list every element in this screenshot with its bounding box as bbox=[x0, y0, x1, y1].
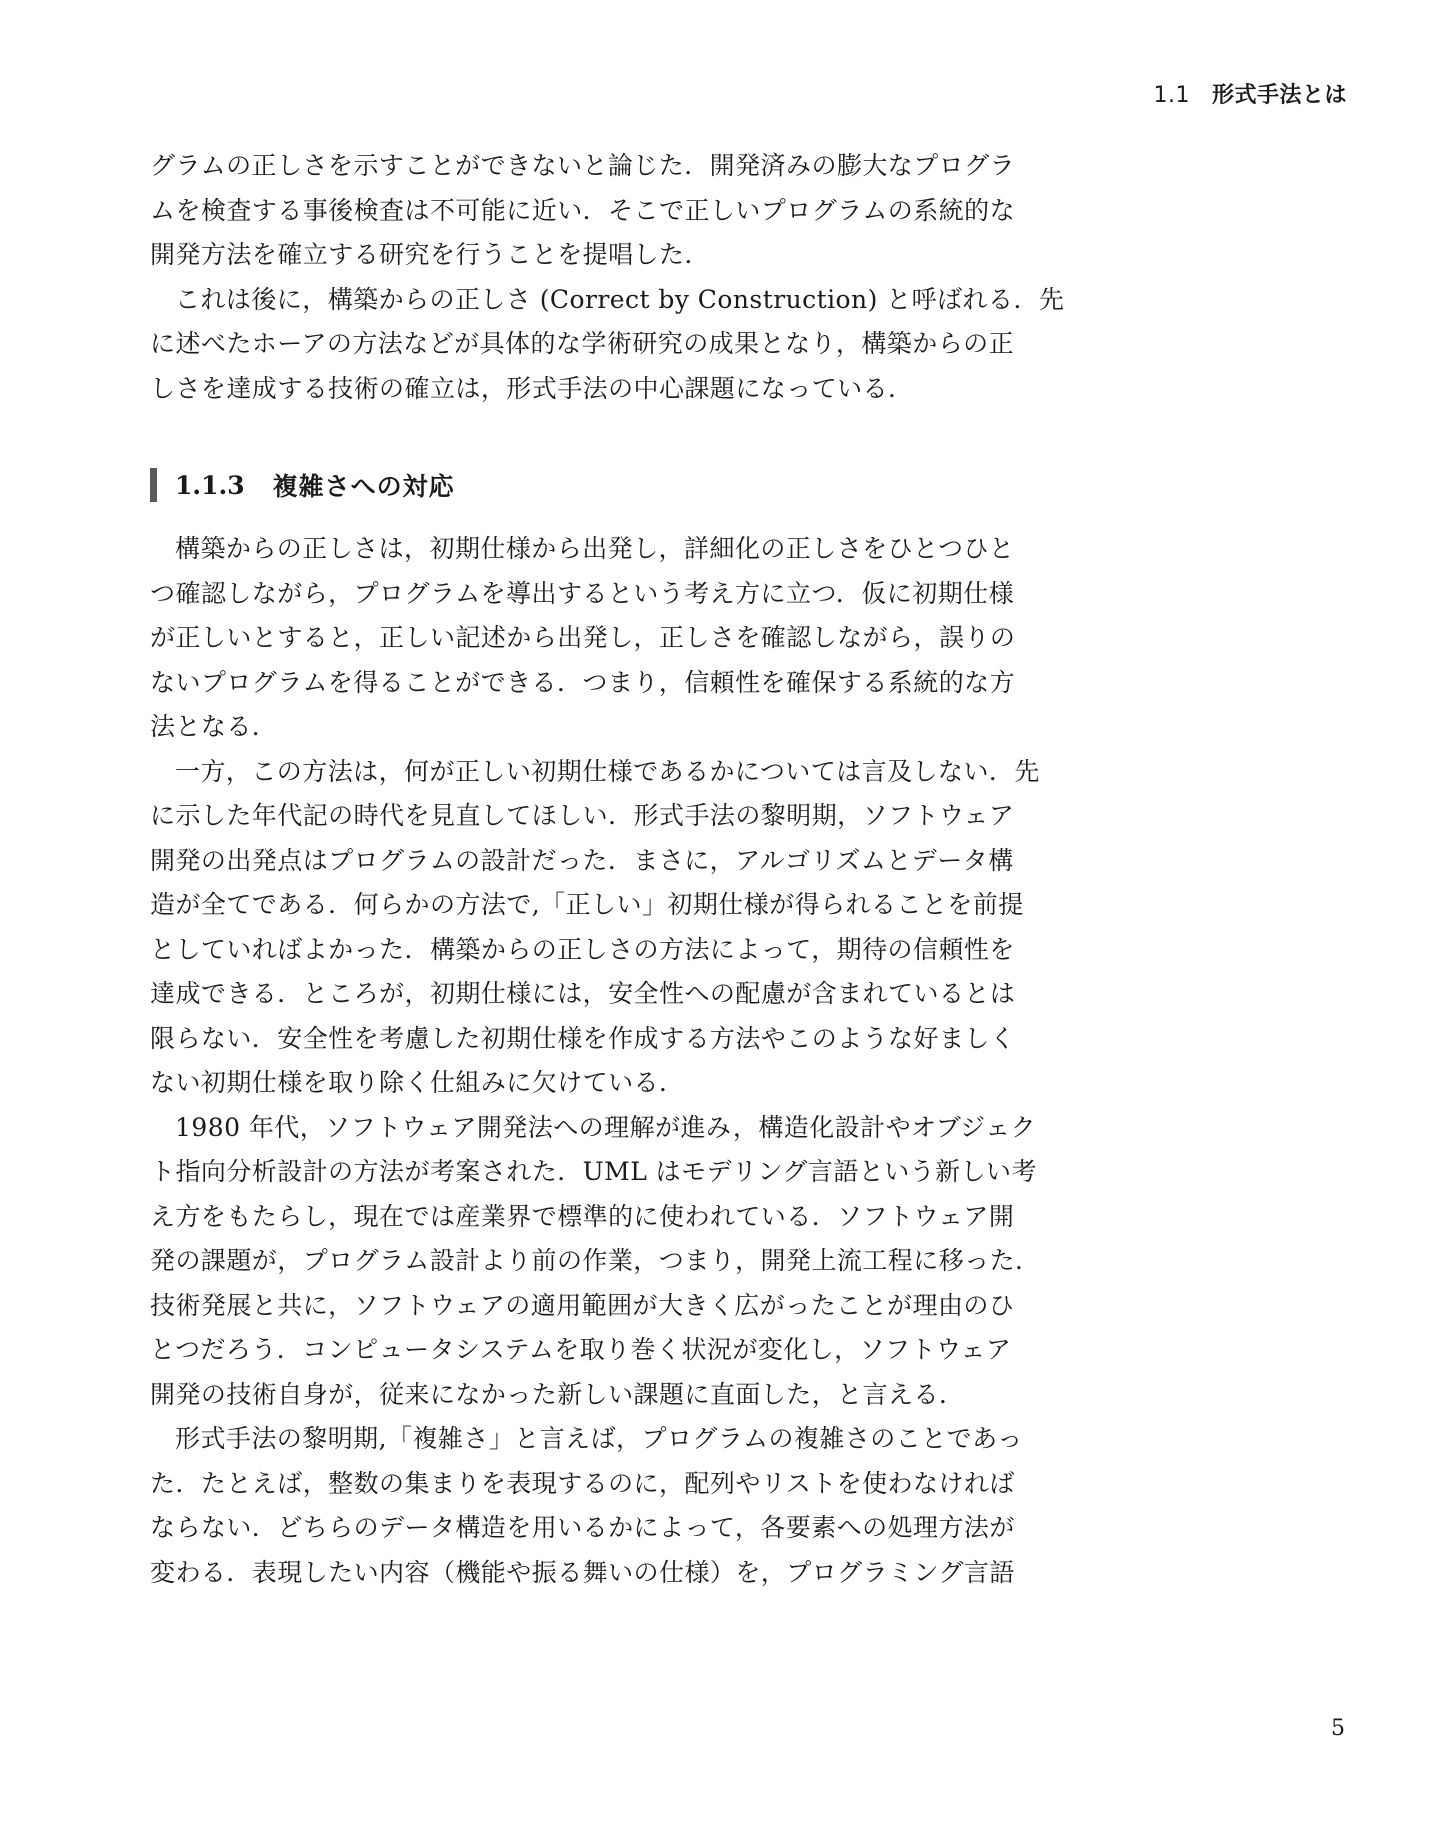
text-line: これは後に，構築からの正しさ (Correct by Construction) と呼ばれる．先 bbox=[175, 284, 1065, 314]
paragraph bbox=[150, 144, 1055, 278]
text-line: つ確認しながら，プログラムを導出するという考え方に立つ．仮に初期仕様 bbox=[150, 578, 1015, 608]
text-line: 1980 年代，ソフトウェア開発法への理解が進み，構造化設計やオブジェク bbox=[175, 1112, 1037, 1142]
text-line: が正しいとすると，正しい記述から出発し，正しさを確認しながら，誤りの bbox=[150, 623, 1016, 652]
text-line: 変わる．表現したい内容（機能や振る舞いの仕様）を，プログラミング言語 bbox=[150, 1557, 1015, 1587]
paragraph bbox=[150, 1106, 1055, 1418]
page-number: 5 bbox=[1331, 1716, 1345, 1741]
text-line: 法となる． bbox=[150, 712, 278, 741]
text-line: た．たとえば，整数の集まりを表現するのに，配列やリストを使わなければ bbox=[150, 1468, 1015, 1498]
text-line: に述べたホーアの方法などが具体的な学術研究の成果となり，構築からの正 bbox=[150, 329, 1015, 358]
text-line: ムを検査する事後検査は不可能に近い．そこで正しいプログラムの系統的な bbox=[150, 195, 1016, 225]
paragraph bbox=[150, 750, 1055, 1106]
text-line: 構築からの正しさは，初期仕様から出発し，詳細化の正しさをひとつひと bbox=[175, 534, 1015, 563]
text-line: ならない．どちらのデータ構造を用いるかによって，各要素への処理方法が bbox=[150, 1513, 1015, 1542]
text-line: 開発の技術自身が，従来になかった新しい課題に直面した，と言える． bbox=[150, 1379, 965, 1409]
running-head-section-title: 形式手法とは bbox=[1211, 83, 1347, 108]
section-number: 1.1.3 bbox=[175, 470, 245, 500]
text-line: 技術発展と共に，ソフトウェアの適用範囲が大きく広がったことが理由のひ bbox=[150, 1290, 1015, 1320]
section-paragraphs bbox=[150, 527, 1055, 1595]
text-line: 造が全てである．何らかの方法で,「正しい」初期仕様が得られることを前提 bbox=[150, 890, 1024, 919]
text-line: グラムの正しさを示すことができないと論じた．開発済みの膨大なプログラ bbox=[150, 151, 1016, 180]
running-head-section-number: 1.1 bbox=[1153, 83, 1190, 108]
section-title: 複雑さへの対応 bbox=[272, 472, 455, 501]
text-line: ない初期仕様を取り除く仕組みに欠けている． bbox=[150, 1068, 685, 1097]
intro-paragraphs bbox=[150, 144, 1065, 411]
text-line: 一方，この方法は，何が正しい初期仕様であるかについては言及しない．先 bbox=[175, 756, 1040, 786]
text-line: 形式手法の黎明期,「複雑さ」と言えば，プログラムの複雑さのことであっ bbox=[175, 1424, 1023, 1453]
text-line: としていればよかった．構築からの正しさの方法によって，期待の信頼性を bbox=[150, 934, 1015, 964]
running-head bbox=[1153, 78, 1347, 109]
text-line: とつだろう．コンピュータシステムを取り巻く状況が変化し，ソフトウェア bbox=[150, 1335, 1012, 1364]
paragraph bbox=[150, 527, 1055, 750]
text-line: 開発方法を確立する研究を行うことを提唱した． bbox=[150, 240, 710, 269]
text-line: ト指向分析設計の方法が考案された．UML はモデリング言語という新しい考 bbox=[150, 1157, 1037, 1186]
text-line: しさを達成する技術の確立は，形式手法の中心課題になっている． bbox=[150, 373, 914, 403]
section-heading bbox=[150, 463, 1055, 507]
text-line: 限らない．安全性を考慮した初期仕様を作成する方法やこのような好ましく bbox=[150, 1023, 1016, 1053]
text-line: 発の課題が，プログラム設計より前の作業，つまり，開発上流工程に移った． bbox=[150, 1246, 1041, 1275]
text-line: 達成できる．ところが，初期仕様には，安全性への配慮が含まれているとは bbox=[150, 979, 1016, 1008]
text-line: ないプログラムを得ることができる．つまり，信頼性を確保する系統的な方 bbox=[150, 667, 1016, 697]
paragraph bbox=[150, 278, 1065, 412]
section-heading-bar bbox=[150, 468, 157, 502]
text-line: に示した年代記の時代を見直してほしい．形式手法の黎明期，ソフトウェア bbox=[150, 801, 1015, 830]
page-body bbox=[150, 144, 1065, 1595]
text-line: え方をもたらし，現在では産業界で標準的に使われている．ソフトウェア開 bbox=[150, 1201, 1015, 1231]
text-line: 開発の出発点はプログラムの設計だった．まさに，アルゴリズムとデータ構 bbox=[150, 845, 1014, 875]
paragraph bbox=[150, 1417, 1055, 1595]
